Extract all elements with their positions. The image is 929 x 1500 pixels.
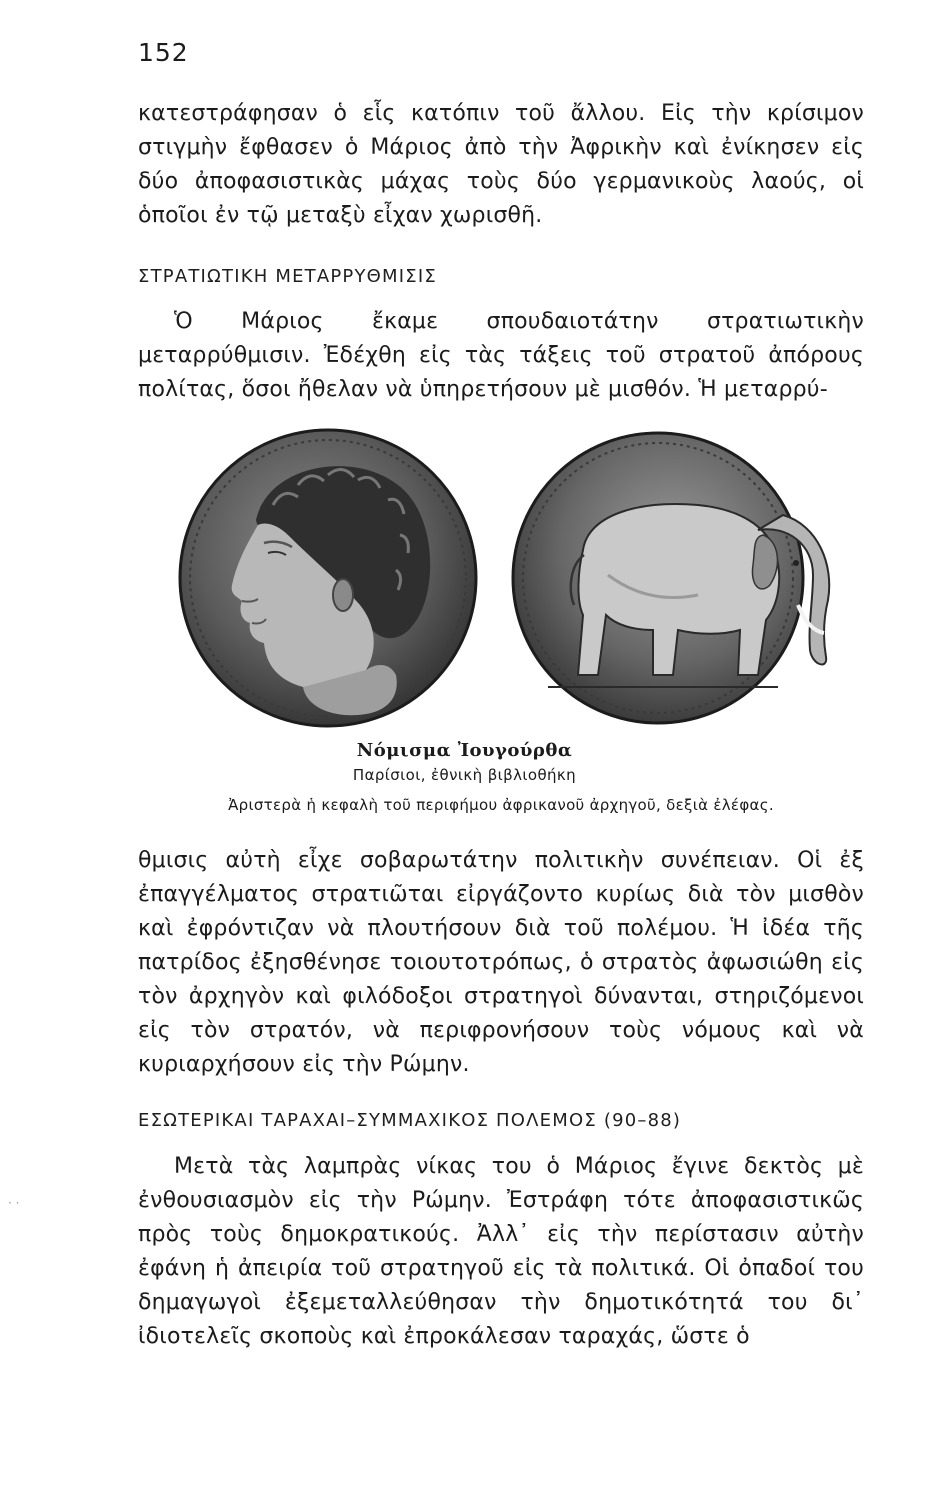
margin-smudge: · · <box>8 1196 20 1210</box>
coin-obverse-head <box>180 430 476 726</box>
section-heading-internal-unrest: ΕΣΩΤΕΡΙΚΑΙ ΤΑΡΑΧΑΙ–ΣΥΜΜΑΧΙΚΟΣ ΠΟΛΕΜΟΣ (90–88) <box>138 1110 682 1131</box>
coin-illustration <box>138 425 864 735</box>
figure-caption-title: Νόμισμα Ἰουγούρθα <box>356 740 573 761</box>
paragraph-3: θμισις αὐτὴ εἶχε σοβαρωτάτην πολιτικὴν συνέπειαν. Οἱ ἐξ ἐπαγγέλματος στρατιῶται εἰργάζοντο κυρίως διὰ τὸν μισθὸν καὶ ἐφρόντιζαν νὰ πλουτήσουν διὰ τοῦ πολέμου. Ἡ ἰδέα τῆς πατρίδος ἐξησθένησε τοιουτοτρόπως, ὁ στρατὸς ἀφωσιώθη εἰς τὸν ἀρχηγὸν καὶ φιλόδοξοι στρατηγοὶ δύνανται, στηριζόμενοι εἰς τὸν στρατόν, νὰ περιφρονήσουν τοὺς νόμους καὶ νὰ κυριαρχήσουν εἰς τὴν Ρώμην. <box>138 848 864 1077</box>
paragraph-1: κατεστράφησαν ὁ εἷς κατόπιν τοῦ ἄλλου. Εἰς τὴν κρίσιμον στιγμὴν ἔφθασεν ὁ Μάριος ἀπὸ τὴν Ἀφρικὴν καὶ ἐνίκησεν εἰς δύο ἀποφασιστικὰς μάχας τοὺς δύο γερμανικοὺς λαούς, οἱ ὁποῖοι ἐν τῷ μεταξὺ εἶχαν χωρισθῆ. <box>138 101 864 228</box>
paragraph-2: Ὁ Μάριος ἔκαμε σπουδαιοτάτην στρατιωτικὴν μεταρρύθμισιν. Ἐδέχθη εἰς τὰς τάξεις τοῦ στρατοῦ ἀπόρους πολίτας, ὅσοι ἤθελαν νὰ ὑπηρετήσουν μὲ μισθόν. Ἡ μεταρρύ- <box>138 309 864 402</box>
figure-caption-source: Παρίσιοι, ἐθνικὴ βιβλιοθήκη <box>352 766 577 784</box>
coin-reverse-elephant <box>513 433 829 723</box>
section-heading-military-reform: ΣΤΡΑΤΙΩΤΙΚΗ ΜΕΤΑΡΡΥΘΜΙΣΙΣ <box>138 266 437 287</box>
page-number: 152 <box>138 38 189 67</box>
figure-caption-description: Ἀριστερὰ ἡ κεφαλὴ τοῦ περιφήμου ἀφρικανοῦ ἀρχηγοῦ, δεξιὰ ἐλέφας. <box>228 796 774 814</box>
paragraph-4: Μετὰ τὰς λαμπρὰς νίκας του ὁ Μάριος ἔγινε δεκτὸς μὲ ἐνθουσιασμὸν εἰς τὴν Ρώμην. Ἐστράφη τότε ἀποφασιστικῶς πρὸς τοὺς δημοκρατικούς. Ἀλλ᾿ εἰς τὴν περίστασιν αὐτὴν ἐφάνη ἡ ἀπειρία τοῦ στρατηγοῦ εἰς τὰ πολιτικά. Οἱ ὀπαδοί του δημαγωγοὶ ἐξεμεταλλεύθησαν τὴν δημοτικότητά του δι᾿ ἰδιοτελεῖς σκοποὺς καὶ ἐπροκάλεσαν ταραχάς, ὥστε ὁ <box>138 1154 864 1349</box>
